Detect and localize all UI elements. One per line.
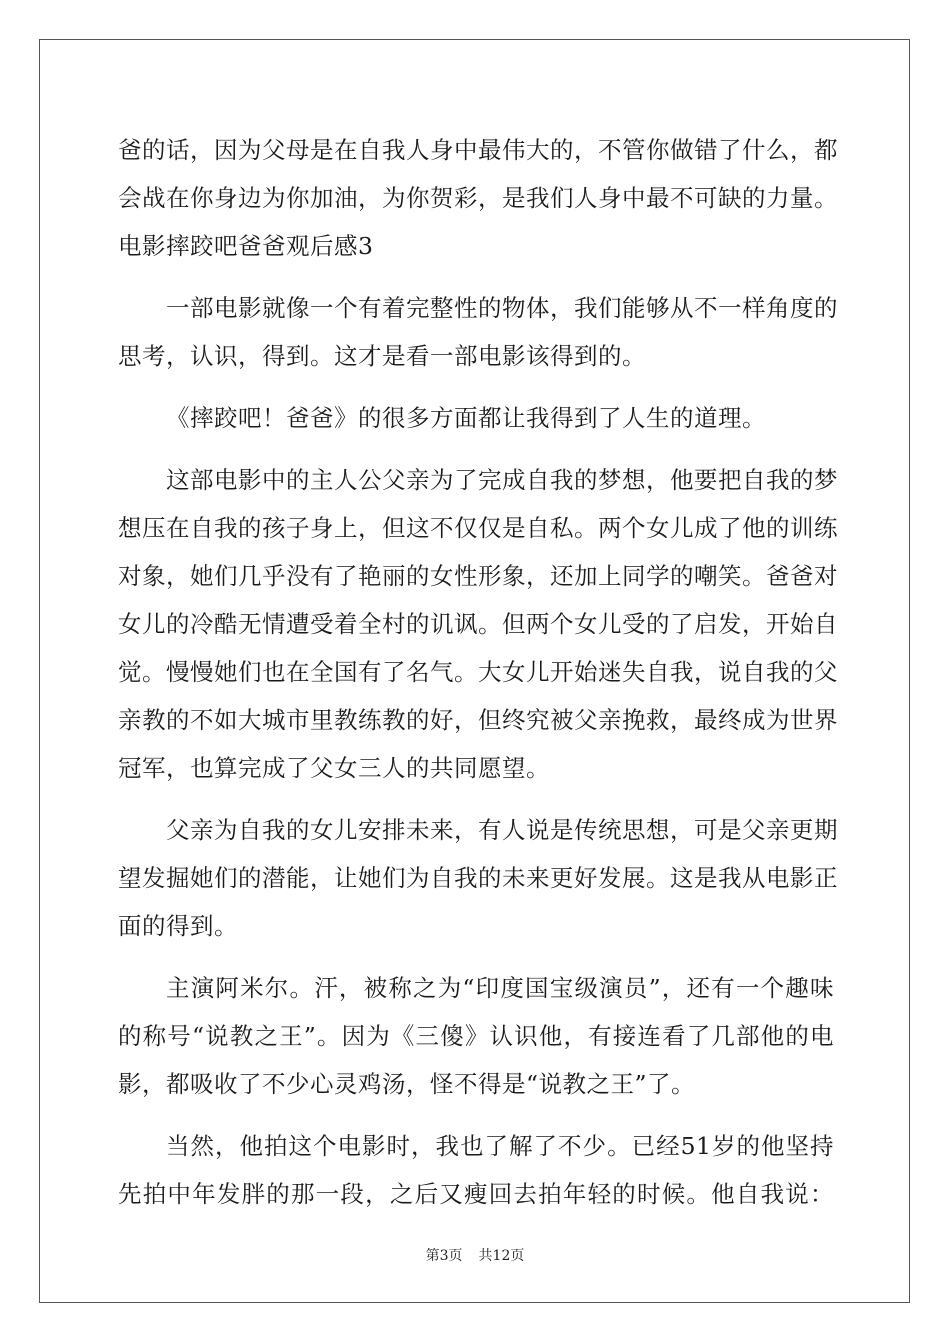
text-line: 先拍中年发胖的那一段，之后又瘦回去拍年轻的时候。他自我说： xyxy=(118,1180,834,1208)
text-line: 《摔跤吧！爸爸》的很多方面都让我得到了人生的道理。 xyxy=(166,404,766,432)
text-line: 亲教的不如大城市里教练教的好，但终究被父亲挽救，最终成为世界 xyxy=(118,706,838,734)
text-line: 影，都吸收了不少心灵鸡汤，怪不得是“说教之王”了。 xyxy=(118,1070,696,1098)
text-line: 一部电影就像一个有着完整性的物体，我们能够从不一样角度的 xyxy=(166,294,838,322)
paragraph xyxy=(118,1122,834,1218)
text-line: 爸的话，因为父母是在自我人身中最伟大的，不管你做错了什么，都 xyxy=(118,136,838,164)
text-line: 父亲为自我的女儿安排未来，有人说是传统思想，可是父亲更期 xyxy=(166,816,838,844)
text-line: 女儿的冷酷无情遭受着全村的讥讽。但两个女儿受的了启发，开始自 xyxy=(118,610,838,638)
paragraph xyxy=(118,126,838,222)
paragraph xyxy=(118,806,838,950)
paragraph xyxy=(118,284,838,380)
text-line: 对象，她们几乎没有了艳丽的女性形象，还加上同学的嘲笑。爸爸对 xyxy=(118,562,838,590)
paragraph xyxy=(118,456,838,792)
page-footer xyxy=(0,1245,950,1265)
section-heading xyxy=(118,222,834,270)
text-line: 思考，认识，得到。这才是看一部电影该得到的。 xyxy=(118,342,646,370)
document-body xyxy=(118,126,838,1218)
text-line: 想压在自我的孩子身上，但这不仅仅是自私。两个女儿成了他的训练 xyxy=(118,514,838,542)
text-line: 望发掘她们的潜能，让她们为自我的未来更好发展。这是我从电影正 xyxy=(118,864,838,892)
paragraph xyxy=(118,394,834,442)
text-line: 觉。慢慢她们也在全国有了名气。大女儿开始迷失自我，说自我的父 xyxy=(118,658,838,686)
text-line: 会战在你身边为你加油，为你贺彩，是我们人身中最不可缺的力量。 xyxy=(118,184,838,212)
text-line: 面的得到。 xyxy=(118,912,238,940)
text-line: 冠军，也算完成了父女三人的共同愿望。 xyxy=(118,754,550,782)
heading-text: 电影摔跤吧爸爸观后感3 xyxy=(118,232,374,260)
page-number: 第3页 xyxy=(425,1248,463,1264)
text-line: 主演阿米尔。汗，被称之为“印度国宝级演员”，还有一个趣味 xyxy=(166,974,834,1002)
page-total: 共12页 xyxy=(478,1248,525,1264)
text-line: 这部电影中的主人公父亲为了完成自我的梦想，他要把自我的梦 xyxy=(166,466,838,494)
paragraph xyxy=(118,964,834,1108)
text-line: 当然，他拍这个电影时，我也了解了不少。已经51岁的他坚持 xyxy=(166,1132,834,1160)
text-line: 的称号“说教之王”。因为《三傻》认识他，有接连看了几部他的电 xyxy=(118,1022,834,1050)
